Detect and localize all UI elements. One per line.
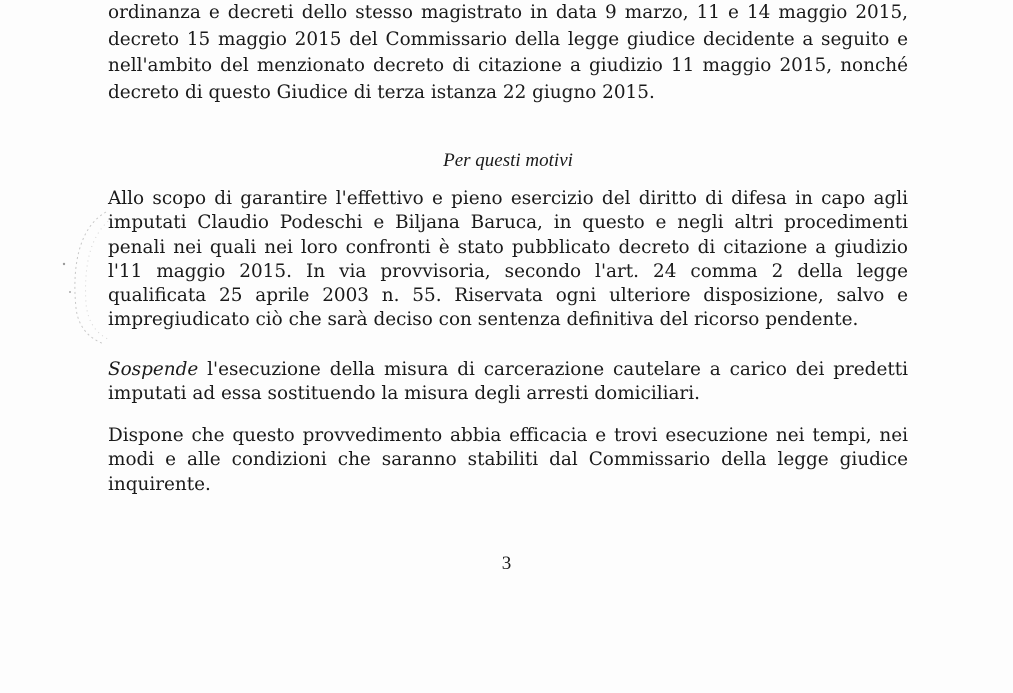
top-paragraph-container <box>108 0 908 106</box>
paragraph-sospende <box>108 358 908 407</box>
paragraph-sospende-container <box>108 358 908 407</box>
section-heading: Per questi motivi <box>443 150 573 171</box>
paragraph-allo-container <box>108 187 908 333</box>
page-number: 3 <box>501 553 512 574</box>
sospende-rest: l'esecuzione della misura di carcerazione cautelare a carico dei predetti imputati ad essa sostituendo la misura degli arresti domiciliari. <box>108 359 908 405</box>
paragraph-dispone: Dispone che questo provvedimento abbia efficacia e trovi esecuzione nei tempi, nei modi e alle condizioni che saranno stabiliti dal Commissario della legge giudice inquirente. <box>108 425 908 495</box>
paragraph-allo: Allo scopo di garantire l'effettivo e pieno esercizio del diritto di difesa in capo agli imputati Claudio Podeschi e Biljana Baruca, in questo e negli altri procedimenti penali nei quali nei loro confronti è stato pubblicato decreto di citazione a giudizio l'11 maggio 2015. In via provvisoria, secondo l'art. 24 comma 2 della legge qualificata 25 aprile 2003 n. 55. Riservata ogni ulteriore disposizione, salvo e impregiudicato ciò che sarà deciso con sentenza definitiva del ricorso pendente. <box>108 188 908 331</box>
sospende-lead: Sospende <box>108 359 199 380</box>
paragraph-dispone-container <box>108 424 908 497</box>
top-paragraph: ordinanza e decreti dello stesso magistrato in data 9 marzo, 11 e 14 maggio 2015, decreto 15 maggio 2015 del Commissario della legge giudice decidente a seguito e nell'ambito del menzionato decreto di citazione a giudizio 11 maggio 2015, nonché decreto di questo Giudice di terza istanza 22 giugno 2015. <box>108 2 908 103</box>
